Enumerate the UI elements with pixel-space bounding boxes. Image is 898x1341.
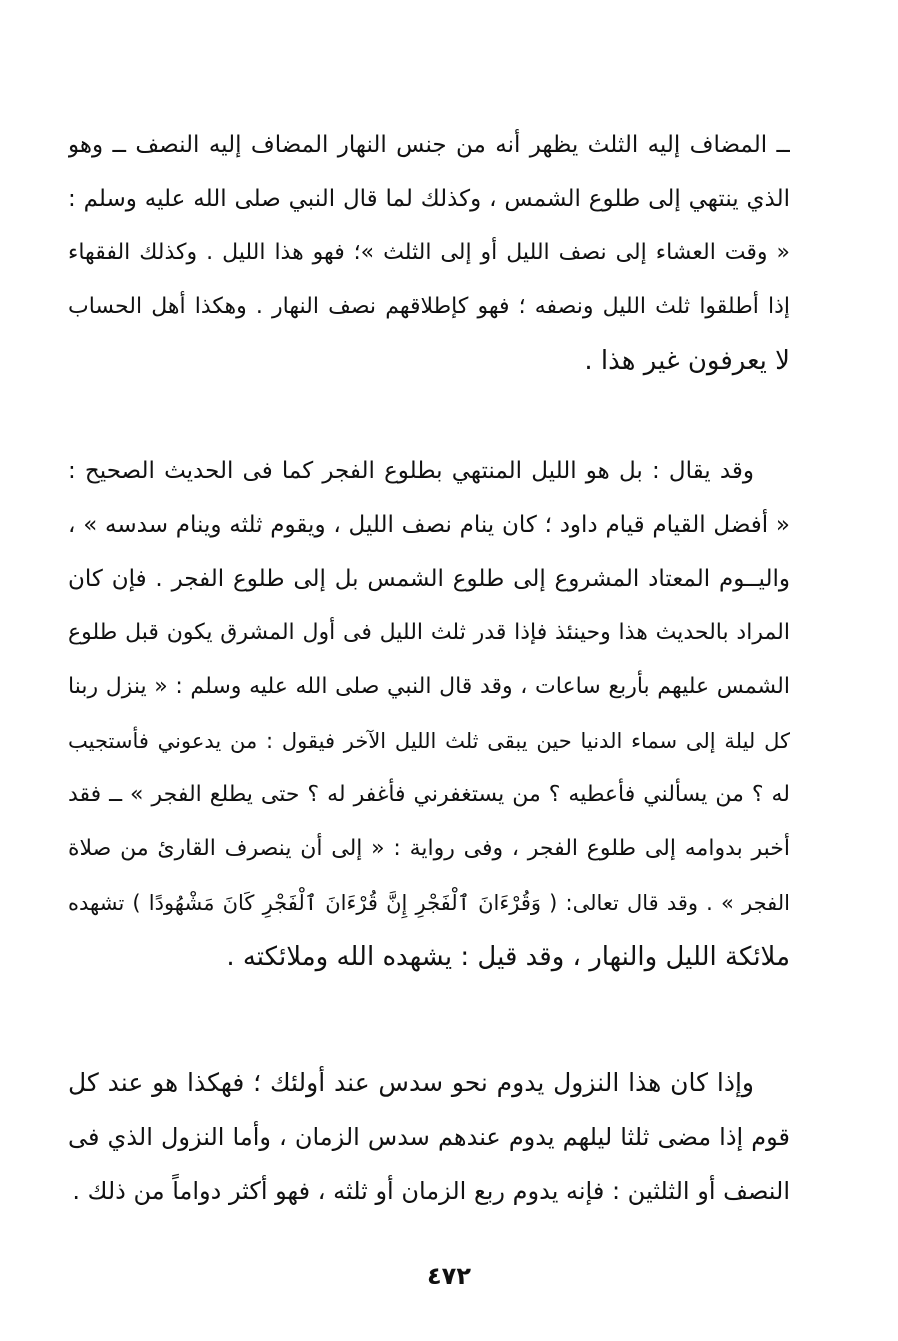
paragraph-1 <box>68 118 790 388</box>
text-line: ملائكة الليل والنهار ، وقد قيل : يشهده الله وملائكته . <box>226 942 790 972</box>
text-line: « أفضل القيام قيام داود ؛ كان ينام نصف الليل ، ويقوم ثلثه وينام سدسه » ، <box>68 512 790 538</box>
paragraph-3 <box>68 1056 790 1218</box>
text-line: « وقت العشاء إلى نصف الليل أو إلى الثلث »؛ فهو هذا الليل . وكذلك الفقهاء <box>68 240 790 265</box>
text-line: لا يعرفون غير هذا . <box>584 346 790 376</box>
text-line: الذي ينتهي إلى طلوع الشمس ، وكذلك لما قال النبي صلى الله عليه وسلم : <box>68 186 790 212</box>
text-line: كل ليلة إلى سماء الدنيا حين يبقى ثلث الليل الآخر فيقول : من يدعوني فأستجيب <box>68 729 790 753</box>
quran-verse-line: الفجر » . وقد قال تعالى: ( وَقُرْءَانَ ٱلْفَجْرِ إِنَّ قُرْءَانَ ٱلْفَجْرِ كَانَ مَشْهُودًا ) تشهده <box>68 891 790 915</box>
text-line: الشمس عليهم بأربع ساعات ، وقد قال النبي صلى الله عليه وسلم : « ينزل ربنا <box>68 674 790 699</box>
text-line: ــ المضاف إليه الثلث يظهر أنه من جنس النهار المضاف إليه النصف ــ وهو <box>68 132 790 158</box>
text-line: أخبر بدوامه إلى طلوع الفجر ، وفى رواية : « إلى أن ينصرف القارئ من صلاة <box>68 836 790 861</box>
text-line: قوم إذا مضى ثلثا ليلهم يدوم عندهم سدس الزمان ، وأما النزول الذي فى <box>68 1123 790 1151</box>
text-line: وقد يقال : بل هو الليل المنتهي بطلوع الفجر كما فى الحديث الصحيح : <box>68 458 754 484</box>
text-line: واليــوم المعتاد المشروع إلى طلوع الشمس بل إلى طلوع الفجر . فإن كان <box>68 566 790 592</box>
paragraph-2 <box>68 444 790 984</box>
page-number: ٤٧٢ <box>427 1262 471 1290</box>
text-line: إذا أطلقوا ثلث الليل ونصفه ؛ فهو كإطلاقهم نصف النهار . وهكذا أهل الحساب <box>68 294 790 319</box>
text-line: النصف أو الثلثين : فإنه يدوم ربع الزمان أو ثلثه ، فهو أكثر دواماً من ذلك . <box>72 1177 790 1205</box>
text-line: وإذا كان هذا النزول يدوم نحو سدس عند أولئك ؛ فهكذا هو عند كل <box>68 1068 754 1097</box>
text-line: المراد بالحديث هذا وحينئذ فإذا قدر ثلث الليل فى أول المشرق يكون قبل طلوع <box>68 620 790 645</box>
text-line: له ؟ من يسألني فأعطيه ؟ من يستغفرني فأغفر له ؟ حتى يطلع الفجر » ــ فقد <box>68 782 790 807</box>
